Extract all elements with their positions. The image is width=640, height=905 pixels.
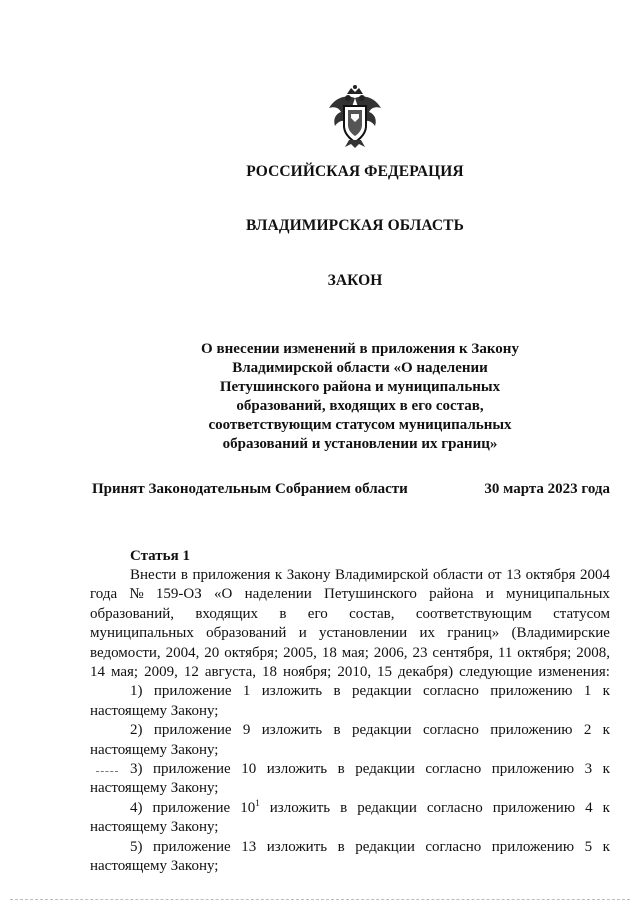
word: (Владимирские xyxy=(511,625,610,642)
word: согласно xyxy=(425,761,482,778)
list-item-continuation: настоящему Закону; xyxy=(90,741,219,758)
word: 1) xyxy=(130,683,143,700)
word: статусом xyxy=(553,605,610,622)
word: границ» xyxy=(447,625,500,642)
word: 10 xyxy=(241,761,257,778)
word: октября xyxy=(525,567,576,583)
word: 2004 xyxy=(580,567,610,583)
word: мая; xyxy=(110,664,139,681)
article-heading: Статья 1 xyxy=(130,548,190,564)
word: ноября; xyxy=(282,664,332,681)
word: октября; xyxy=(517,644,572,661)
article-line xyxy=(90,585,610,604)
article-line xyxy=(90,566,610,585)
region-heading: ВЛАДИМИРСКАЯ ОБЛАСТЬ xyxy=(246,217,464,234)
word: к xyxy=(602,722,610,739)
word: 5) xyxy=(130,838,143,855)
word: от xyxy=(487,567,502,583)
word: и xyxy=(485,586,494,603)
word: редакции xyxy=(355,838,415,855)
law-title-line: образований и установлении их границ» xyxy=(222,436,498,452)
law-title-line: О внесении изменений в приложения к Закону xyxy=(201,341,519,357)
word: установлении xyxy=(319,625,408,642)
word: изменения: xyxy=(538,664,610,681)
word: 18 xyxy=(321,644,337,661)
word: его xyxy=(307,605,328,622)
word: наделении xyxy=(244,586,312,603)
word: согласно xyxy=(422,722,479,739)
word: $10^1$ xyxy=(240,797,260,816)
word: 3) xyxy=(130,761,143,778)
word: изложить xyxy=(261,722,323,739)
law-title xyxy=(180,340,540,454)
word: изложить xyxy=(269,799,331,816)
word: к xyxy=(602,799,610,816)
word: изложить xyxy=(266,761,328,778)
word: соответствующим xyxy=(415,605,532,622)
word: приложению xyxy=(491,761,575,778)
word: ведомости, xyxy=(90,644,161,661)
word: муниципальных xyxy=(90,625,194,642)
word: и xyxy=(298,625,307,642)
word: 2) xyxy=(130,722,143,739)
word: «О xyxy=(214,586,233,603)
word: сентября, xyxy=(432,644,493,661)
word: к xyxy=(602,838,610,855)
word: 11 xyxy=(497,644,513,661)
word: 2004, xyxy=(165,644,200,661)
word: приложению xyxy=(492,799,576,816)
word: согласно xyxy=(425,838,482,855)
word: редакции xyxy=(357,799,417,816)
word: приложение xyxy=(153,722,232,739)
article-line xyxy=(90,605,610,624)
article-line xyxy=(90,644,610,663)
word: 1 xyxy=(242,683,251,700)
list-item-line xyxy=(90,799,610,818)
law-title-line: соответствующим статусом муниципальных xyxy=(208,417,512,433)
word: 1 xyxy=(583,683,592,700)
word: приложение xyxy=(152,799,231,816)
word: в xyxy=(279,605,287,622)
word: приложению xyxy=(491,838,575,855)
word: 2 xyxy=(583,722,592,739)
word: к xyxy=(602,683,610,700)
word: изложить xyxy=(266,838,328,855)
word: 3 xyxy=(584,761,593,778)
list-item-continuation: настоящему Закону; xyxy=(90,780,219,797)
federation-heading: РОССИЙСКАЯ ФЕДЕРАЦИЯ xyxy=(246,163,464,180)
word: муниципальных xyxy=(506,586,610,603)
coat-of-arms-icon xyxy=(325,84,385,148)
list-item-continuation: настоящему Закону; xyxy=(90,702,219,719)
word: Петушинского xyxy=(324,586,417,603)
word: Закону xyxy=(286,567,331,583)
adoption-date: 30 марта 2023 года xyxy=(484,481,610,497)
word: 13 xyxy=(506,567,522,583)
word: изложить xyxy=(261,683,323,700)
word: следующие xyxy=(459,664,533,681)
word: Владимирской xyxy=(334,567,429,583)
word: к xyxy=(602,761,610,778)
word: 159-ОЗ xyxy=(155,586,202,603)
word: 2010, xyxy=(337,664,372,681)
law-title-line: Петушинского района и муниципальных xyxy=(219,379,501,395)
word: 2009, xyxy=(144,664,178,681)
word: мая; xyxy=(341,644,369,661)
word: входящих xyxy=(195,605,259,622)
word: редакции xyxy=(355,761,415,778)
word: 2005, xyxy=(283,644,317,661)
article-body xyxy=(90,566,610,877)
word: приложение xyxy=(153,683,232,700)
list-item-continuation: настоящему Закону; xyxy=(90,819,219,836)
word: в xyxy=(180,567,188,583)
list-item-line xyxy=(90,721,610,740)
word: образований, xyxy=(90,605,175,622)
word: области xyxy=(433,567,484,583)
word: приложению xyxy=(490,683,573,700)
word: в xyxy=(333,683,341,700)
word: района xyxy=(429,586,474,603)
law-title-line: образований, входящих в его состав, xyxy=(236,398,484,414)
word: согласно xyxy=(426,799,483,816)
word: приложение xyxy=(153,838,231,855)
word: в xyxy=(333,722,341,739)
word: декабря) xyxy=(398,664,454,681)
word: в xyxy=(337,838,345,855)
word: в xyxy=(340,799,348,816)
word: 23 xyxy=(412,644,428,661)
word: образований xyxy=(206,625,287,642)
word: к xyxy=(274,567,283,583)
document-type-heading: ЗАКОН xyxy=(327,272,383,289)
article-line xyxy=(90,663,610,682)
list-item-line xyxy=(90,682,610,701)
list-item-continuation: настоящему Закону; xyxy=(90,858,219,875)
word: 4) xyxy=(130,799,143,816)
word: согласно xyxy=(422,683,479,700)
list-item-line xyxy=(90,760,610,779)
scan-edge-line xyxy=(10,899,630,900)
word: приложения xyxy=(192,567,271,583)
word: приложение xyxy=(153,761,231,778)
word: редакции xyxy=(351,683,412,700)
word: Внести xyxy=(130,567,177,583)
word: 18 xyxy=(262,664,277,681)
word: в xyxy=(337,761,345,778)
list-item-line xyxy=(90,838,610,857)
word: 14 xyxy=(90,664,105,681)
word: октября; xyxy=(224,644,279,661)
word: редакции xyxy=(351,722,412,739)
word: состав, xyxy=(349,605,395,622)
margin-mark xyxy=(96,771,118,772)
superscript-index: 1 xyxy=(255,797,260,808)
word: их xyxy=(419,625,436,642)
article-line xyxy=(90,624,610,643)
word: года xyxy=(90,586,118,603)
word: 4 xyxy=(585,799,593,816)
word: 5 xyxy=(584,838,593,855)
word: августа, xyxy=(204,664,257,681)
word: 2008, xyxy=(576,644,610,661)
word: 9 xyxy=(242,722,251,739)
word: приложению xyxy=(490,722,573,739)
word: 15 xyxy=(377,664,393,681)
word: 12 xyxy=(183,664,199,681)
adopting-body: Принят Законодательным Собранием области xyxy=(92,481,408,497)
word: 20 xyxy=(204,644,220,661)
law-title-line: Владимирской области «О наделении xyxy=(232,360,488,376)
word: № xyxy=(129,586,144,603)
word: 2006, xyxy=(373,644,408,661)
word: 13 xyxy=(241,838,257,855)
